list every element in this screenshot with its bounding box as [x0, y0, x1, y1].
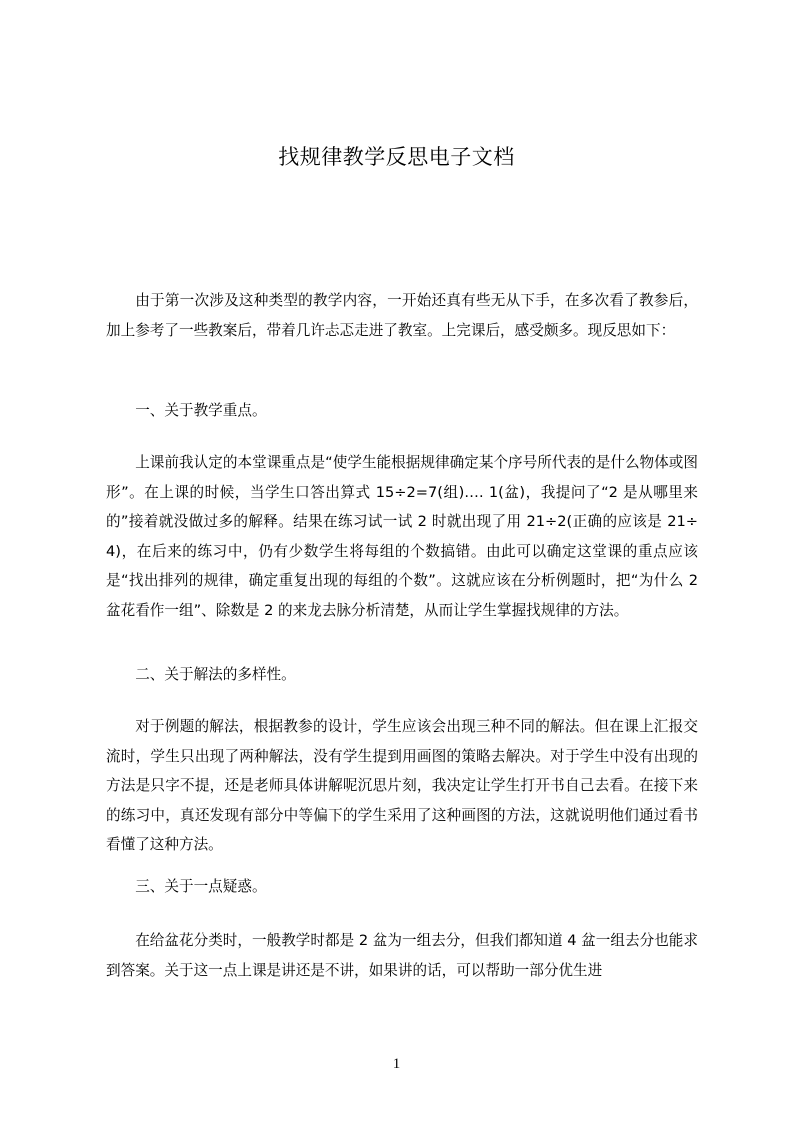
intro-paragraph: 由于第一次涉及这种类型的教学内容，一开始还真有些无从下手，在多次看了教参后，加上参考了一些教案后，带着几许忐忑走进了教室。上完课后，感受颇多。现反思如下：	[106, 292, 698, 339]
section-heading-teaching-focus: 一、关于教学重点。	[135, 402, 267, 419]
section-body-teaching-focus: 上课前我认定的本堂课重点是“使学生能根据规律确定某个序号所代表的是什么物体或图形”。在上课的时候，当学生口答出算式 15÷2=7(组)‥‥ 1(盆)，我提问了“2 是从哪里来的”接着就没做过多的解释。结果在练习试一试 2 时就出现了用 21÷2(正确的应该是 21÷4)，在后来的练习中，仍有少数学生将每组的个数搞错。由此可以确定这堂课的重点应该是“找出排列的规律，确定重复出现的每组的个数”。这就应该在分析例题时，把“为什么 2 盆花看作一组”、除数是 2 的来龙去脉分析清楚，从而让学生掌握找规律的方法。	[106, 454, 698, 619]
section-body-solution-diversity: 对于例题的解法，根据教参的设计，学生应该会出现三种不同的解法。但在课上汇报交流时，学生只出现了两种解法，没有学生提到用画图的策略去解决。对于学生中没有出现的方法是只字不提，还是老师具体讲解呢沉思片刻，我决定让学生打开书自己去看。在接下来的练习中，真还发现有部分中等偏下的学生采用了这种画图的方法，这就说明他们通过看书看懂了这种方法。	[106, 718, 698, 853]
document-title: 找规律教学反思电子文档	[278, 145, 515, 169]
section-heading-solution-diversity: 二、关于解法的多样性。	[135, 666, 296, 683]
section-heading-doubt: 三、关于一点疑惑。	[135, 878, 267, 895]
page-number: 1	[392, 1056, 401, 1072]
section-body-doubt: 在给盆花分类时，一般教学时都是 2 盆为一组去分，但我们都知道 4 盆一组去分也能求到答案。关于这一点上课是讲还是不讲，如果讲的话，可以帮助一部分优生进	[106, 932, 698, 979]
